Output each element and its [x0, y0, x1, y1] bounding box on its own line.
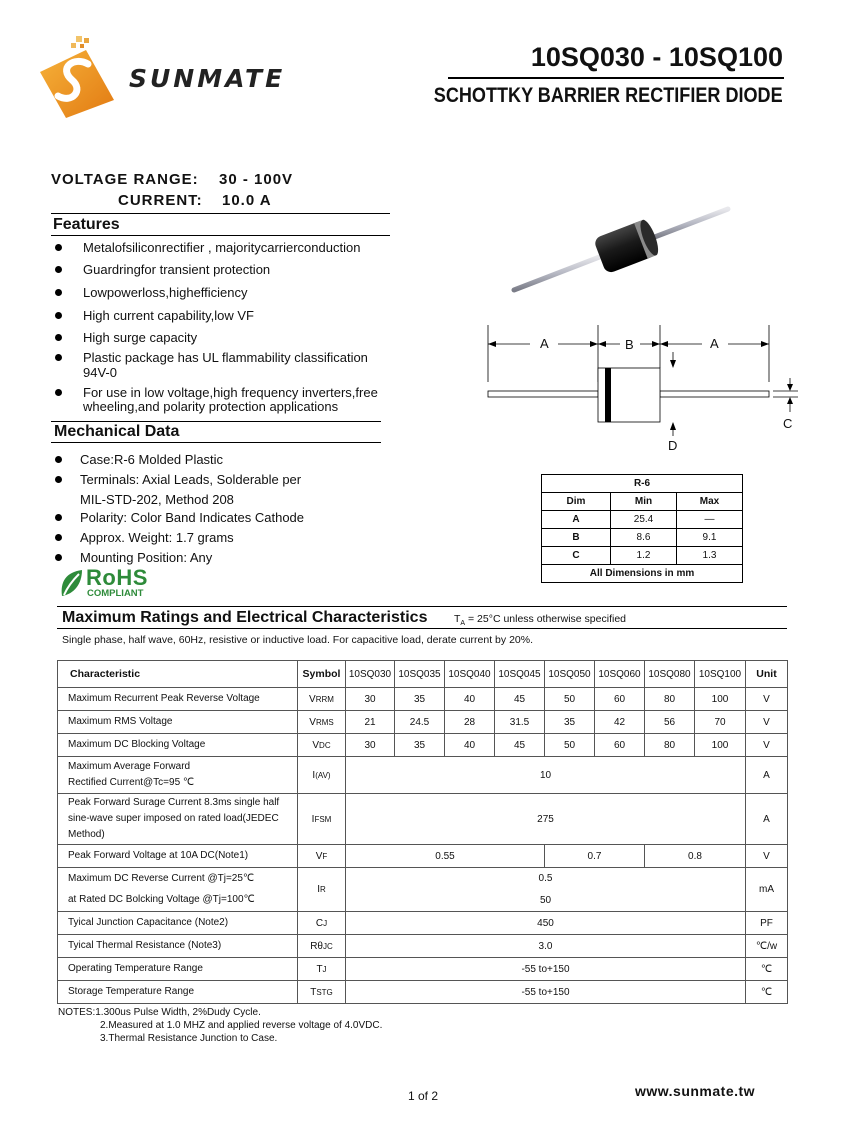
table-row: Maximum DC Blocking Voltage VDC 30 35 40 45 50 60 80 100 V — [58, 734, 788, 757]
features-top-rule — [51, 213, 390, 214]
rohs-compliant-text: COMPLIANT — [87, 588, 144, 599]
electrical-characteristics-table — [57, 660, 788, 1004]
load-note: Single phase, half wave, 60Hz, resistive or inductive load. For capacitive load, derate current by 20%. — [62, 634, 533, 646]
voltage-range-value: 30 - 100V — [219, 171, 294, 188]
rohs-badge — [58, 567, 168, 601]
dimension-table — [541, 474, 743, 583]
sunmate-logo-icon — [36, 34, 126, 124]
leaf-icon — [58, 568, 86, 600]
diode-photo — [510, 200, 735, 296]
features-bottom-rule — [51, 235, 390, 236]
note-line: 2.Measured at 1.0 MHZ and applied reverse voltage of 4.0VDC. — [100, 1020, 383, 1031]
bullet-icon — [55, 456, 62, 463]
title-rule — [448, 77, 784, 79]
website-url: www.sunmate.tw — [635, 1083, 756, 1099]
bullet-icon — [55, 389, 62, 396]
dim-label-a-right: A — [710, 336, 719, 351]
electrical-condition: $T_A = 25^\circ C$ unless otherwise specified — [454, 613, 627, 628]
dimension-table-title: R-6 — [542, 475, 743, 493]
mechanical-top-rule — [51, 421, 381, 422]
electrical-top-rule — [57, 606, 787, 607]
bullet-icon — [55, 312, 62, 319]
dimension-table-footer: All Dimensions in mm — [542, 565, 743, 583]
table-header-row: Characteristic Symbol 10SQ030 10SQ035 10SQ040 10SQ045 10SQ050 10SQ060 10SQ080 10SQ100 Unit — [58, 661, 788, 688]
note-line: 3.Thermal Resistance Junction to Case. — [100, 1033, 278, 1044]
notes — [58, 1006, 382, 1045]
features-title: Features — [53, 216, 120, 233]
table-row: C 1.2 1.3 — [542, 547, 743, 565]
dim-label-a-left: A — [540, 336, 549, 351]
table-row: Maximum DC Reverse Current @Tj=25℃ IR 0.5 mA — [58, 868, 788, 890]
rohs-text: RoHS — [86, 565, 148, 590]
dim-header: Dim — [542, 493, 611, 511]
dim-label-d: D — [668, 438, 678, 453]
min-header: Min — [611, 493, 677, 511]
bullet-icon — [55, 244, 62, 251]
table-row: Tyical Thermal Resistance (Note3) RθJC 3.0 ℃/w — [58, 935, 788, 958]
current-label: CURRENT: — [118, 192, 203, 209]
voltage-range-label: VOLTAGE RANGE: — [51, 171, 199, 188]
table-row: Maximum RMS Voltage VRMS 21 24.5 28 31.5 35 42 56 70 V — [58, 711, 788, 734]
mechanical-title: Mechanical Data — [54, 423, 180, 440]
table-row: at Rated DC Bolcking Voltage @Tj=100℃ 50 — [58, 890, 788, 912]
bullet-icon — [55, 514, 62, 521]
bullet-icon — [55, 534, 62, 541]
dim-label-c: C — [783, 416, 793, 431]
table-row: Storage Temperature Range TSTG -55 to+150 ℃ — [58, 981, 788, 1004]
table-row: Maximum Average Forward Rectified Current@Tc=95 ℃ I(AV) 10 A — [58, 757, 788, 794]
max-header: Max — [677, 493, 743, 511]
part-number-range: 10SQ030 - 10SQ100 — [530, 42, 783, 72]
company-logo — [36, 34, 306, 124]
current-value: 10.0 A — [222, 192, 272, 209]
table-row: A 25.4 — — [542, 511, 743, 529]
document-subtitle: SCHOTTKY BARRIER RECTIFIER DIODE — [434, 84, 783, 107]
table-row: B 8.6 9.1 — [542, 529, 743, 547]
bullet-icon — [55, 354, 62, 361]
bullet-icon — [55, 554, 62, 561]
table-row: Maximum Recurrent Peak Reverse Voltage VRRM 30 35 40 45 50 60 80 100 V — [58, 688, 788, 711]
bullet-icon — [55, 266, 62, 273]
mechanical-bottom-rule — [51, 442, 381, 443]
dim-label-b: B — [625, 337, 634, 352]
page-number: 1 of 2 — [408, 1089, 439, 1103]
table-row: Peak Forward Voltage at 10A DC(Note1) VF 0.55 0.7 0.8 V — [58, 845, 788, 868]
table-row: Tyical Junction Capacitance (Note2) CJ 450 PF — [58, 912, 788, 935]
dimension-drawing — [480, 320, 810, 460]
electrical-bottom-rule — [57, 628, 787, 629]
brand-wordmark: SUNMATE — [129, 64, 286, 93]
electrical-title: Maximum Ratings and Electrical Characteristics — [62, 609, 428, 626]
features-list: Metalofsiliconrectifier , majoritycarrierconduction Guardringfor transient protection Lowpowerloss,highefficiency High current capability,low VF High surge capacity Plastic package has UL flammability classification 94V-0 For use in low voltage,high frequency inverters,free wheeling,and polarity protection applications — [55, 240, 395, 420]
table-row: Peak Forward Surage Current 8.3ms single half sine-wave super imposed on rated load(JEDEC Method) IFSM 275 A — [58, 794, 788, 845]
mechanical-list: Case:R-6 Molded Plastic Terminals: Axial Leads, Solderable per MIL-STD-202, Method 208 Polarity: Color Band Indicates Cathode Approx. Weight: 1.7 grams Mounting Position: Any — [55, 452, 395, 572]
bullet-icon — [55, 289, 62, 296]
bullet-icon — [55, 476, 62, 483]
table-row: Operating Temperature Range TJ -55 to+150 ℃ — [58, 958, 788, 981]
note-line: NOTES:1.300us Pulse Width, 2%Dudy Cycle. — [58, 1007, 261, 1018]
bullet-icon — [55, 334, 62, 341]
